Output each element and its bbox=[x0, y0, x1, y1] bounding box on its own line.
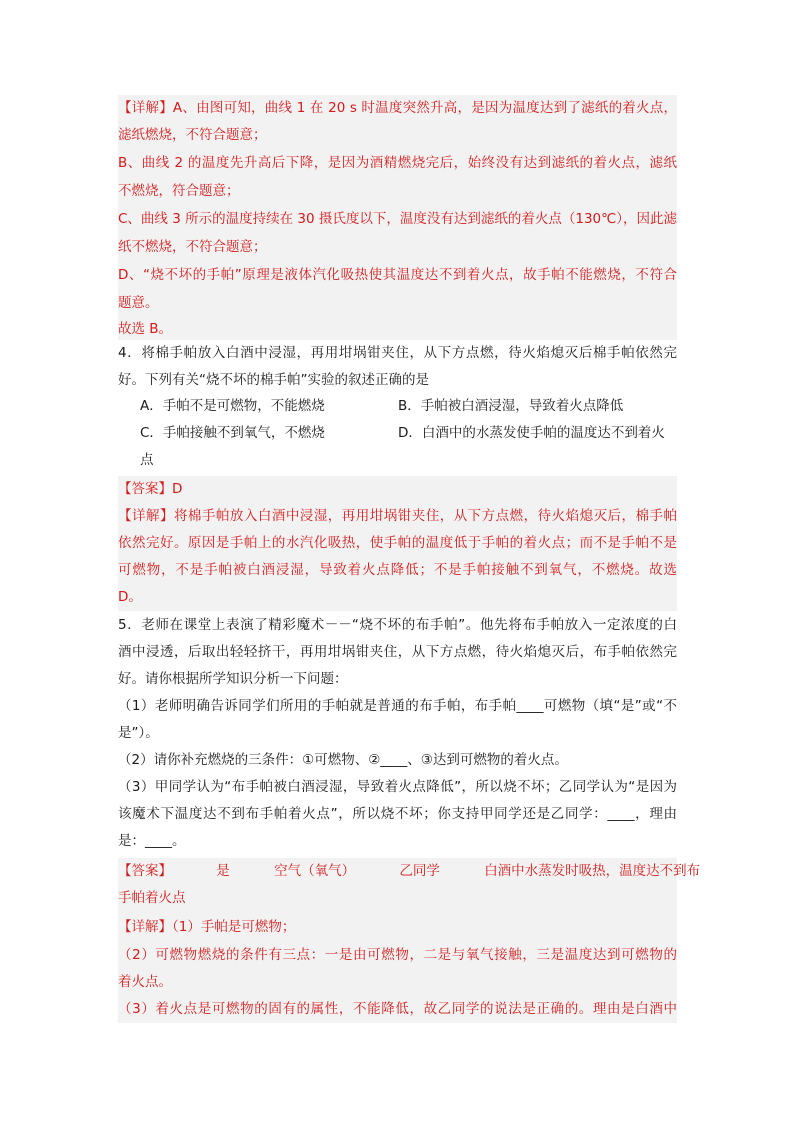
q4-stem-line-1: 4．将棉手帕放入白酒中浸湿，再用坩埚钳夹住，从下方点燃，待火焰熄灭后棉手帕依然完 bbox=[118, 345, 677, 361]
q5-answer-line-1 bbox=[118, 860, 701, 882]
q4-answer: 【答案】D bbox=[118, 481, 183, 497]
q4-option-d-wrap: 点 bbox=[140, 452, 154, 468]
q5-stem-line-5: 是”）。 bbox=[118, 725, 159, 741]
q3-detail-block bbox=[118, 95, 677, 340]
q3-detail-line-4: 不燃烧，符合题意； bbox=[118, 183, 240, 199]
q5-stem-line-9: 是：____。 bbox=[118, 833, 186, 849]
q5-answer-3: 乙同学 bbox=[399, 863, 440, 879]
q5-answer-2: 空气（氧气） bbox=[274, 863, 356, 879]
q5-stem-line-3: 好。请你根据所学知识分析一下问题： bbox=[118, 671, 348, 687]
q5-stem-line-4: （1）老师明确告诉同学们所用的手帕就是普通的布手帕，布手帕____可燃物（填“是”或“不 bbox=[118, 698, 677, 714]
q5-stem-line-8: 该魔术下温度达不到布手帕着火点”，所以烧不坏；你支持甲同学还是乙同学：____，理由 bbox=[118, 806, 677, 822]
q3-detail-line-8: 题意。 bbox=[118, 295, 159, 311]
q4-detail-line-4: D。 bbox=[118, 589, 142, 605]
q5-stem-line-7: （3）甲同学认为“布手帕被白酒浸湿，导致着火点降低”，所以烧不坏；乙同学认为“是因为 bbox=[118, 779, 677, 795]
q5-question bbox=[118, 612, 677, 857]
q5-stem-line-1: 5．老师在课堂上表演了精彩魔术－－“烧不坏的布手帕”。他先将布手帕放入一定浓度的白 bbox=[118, 617, 677, 633]
q3-detail-line-9: 故选 B。 bbox=[118, 321, 173, 337]
q5-answer-4: 白酒中水蒸发时吸热，温度达不到布 bbox=[484, 863, 701, 879]
q5-detail-line-3: 着火点。 bbox=[118, 974, 172, 990]
q4-detail-line-3: 可燃物，不是手帕被白酒浸湿，导致着火点降低；不是手帕接触不到氧气，不燃烧。故选 bbox=[118, 562, 677, 578]
q4-detail-line-1: 【详解】将棉手帕放入白酒中浸湿，再用坩埚钳夹住，从下方点燃，待火焰熄灭后，棉手帕 bbox=[118, 508, 677, 524]
q4-option-a[interactable]: A．手帕不是可燃物，不能燃烧 bbox=[140, 398, 325, 414]
q3-detail-line-3: B、曲线 2 的温度先升高后下降，是因为酒精燃烧完后，始终没有达到滤纸的着火点，滤纸 bbox=[118, 155, 677, 171]
q3-detail-line-6: 纸不燃烧，不符合题意； bbox=[118, 239, 267, 255]
q5-stem-line-2: 酒中浸透，后取出轻轻挤干，再用坩埚钳夹住，从下方点燃，待火焰熄灭后，布手帕依然完 bbox=[118, 644, 677, 660]
q4-question bbox=[118, 340, 677, 475]
q4-stem-line-2: 好。下列有关“烧不坏的棉手帕”实验的叙述正确的是 bbox=[118, 372, 429, 388]
q4-answer-block bbox=[118, 476, 677, 611]
q5-answer-block bbox=[118, 858, 701, 1023]
q3-detail-line-5: C、曲线 3 所示的温度持续在 30 摄氏度以下，温度没有达到滤纸的着火点（130℃），因此滤 bbox=[118, 211, 678, 227]
q4-detail-line-2: 依然完好。原因是手帕上的水汽化吸热，使手帕的温度低于手帕的着火点；而不是手帕不是 bbox=[118, 535, 677, 551]
q5-detail-line-1: 【详解】（1）手帕是可燃物； bbox=[118, 919, 296, 935]
q5-stem-line-6: （2）请你补充燃烧的三条件：①可燃物、②____、③达到可燃物的着火点。 bbox=[118, 752, 568, 768]
q4-option-b[interactable]: B．手帕被白酒浸湿，导致着火点降低 bbox=[398, 398, 624, 414]
q5-answer-label: 【答案】 bbox=[118, 863, 172, 879]
q3-detail-line-2: 滤纸燃烧，不符合题意； bbox=[118, 127, 267, 143]
q5-detail-line-2: （2）可燃物燃烧的条件有三点：一是由可燃物，二是与氧气接触，三是温度达到可燃物的 bbox=[118, 947, 677, 963]
q5-answer-line-2: 手帕着火点 bbox=[118, 890, 186, 906]
q5-detail-line-4: （3）着火点是可燃物的固有的属性，不能降低，故乙同学的说法是正确的。理由是白酒中 bbox=[118, 1001, 677, 1017]
q5-answer-1: 是 bbox=[216, 863, 230, 879]
q4-option-c[interactable]: C．手帕接触不到氧气，不燃烧 bbox=[140, 425, 325, 441]
q3-detail-line-7: D、“烧不坏的手帕”原理是液体汽化吸热使其温度达不到着火点，故手帕不能燃烧，不符合 bbox=[118, 267, 677, 283]
q3-detail-line-1: 【详解】A、由图可知，曲线 1 在 20 s 时温度突然升高，是因为温度达到了滤纸的着火点， bbox=[118, 100, 677, 116]
q4-option-d[interactable]: D．白酒中的水蒸发使手帕的温度达不到着火 bbox=[398, 425, 665, 441]
